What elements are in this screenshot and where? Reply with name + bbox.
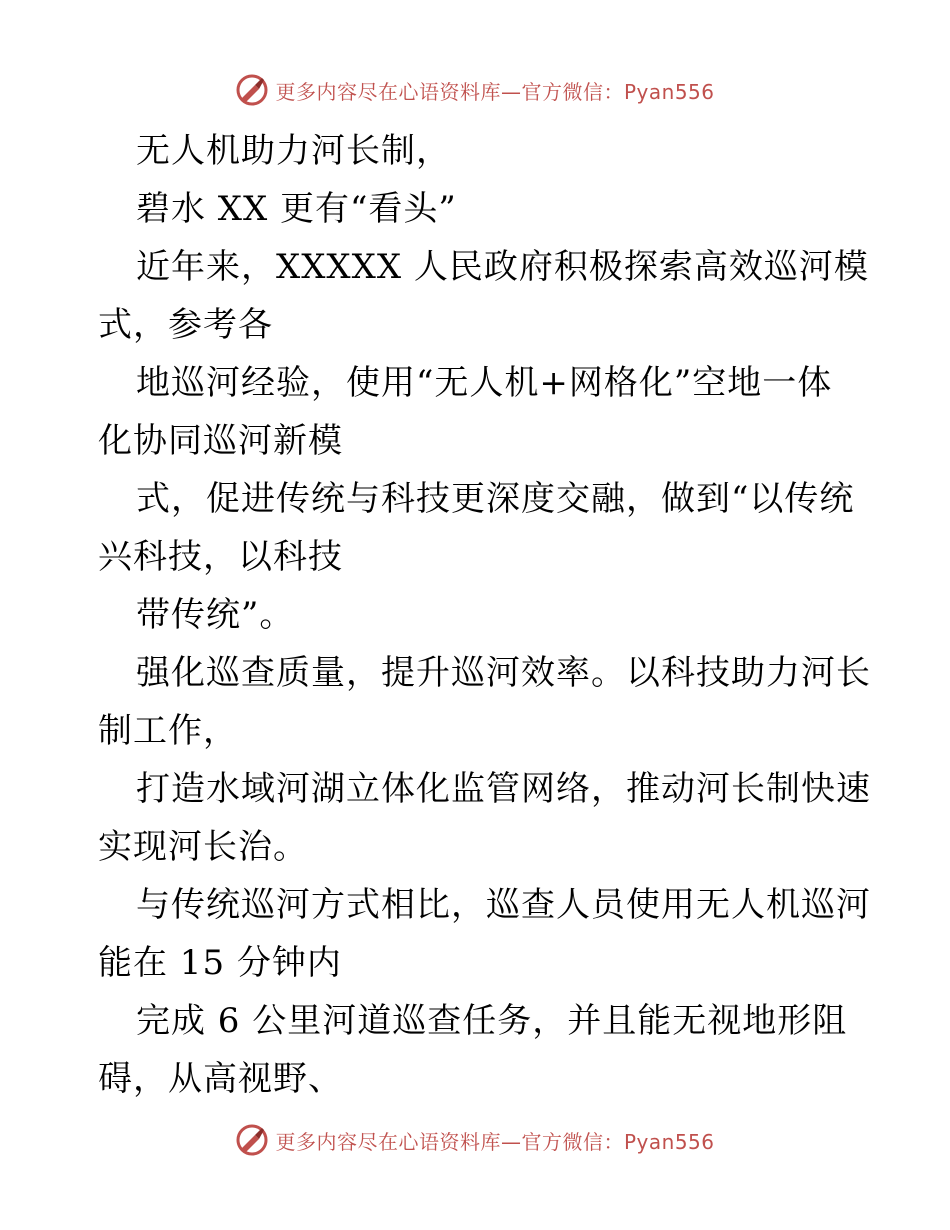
pen-nib-circle-icon bbox=[235, 1123, 269, 1157]
header-watermark-main: 更多内容尽在心语资料库 bbox=[275, 79, 501, 104]
footer-watermark-main: 更多内容尽在心语资料库 bbox=[275, 1129, 501, 1154]
body-line: 制工作， bbox=[98, 711, 238, 751]
body-line: 式，参考各 bbox=[98, 305, 273, 345]
body-line: 能在 15 分钟内 bbox=[98, 943, 342, 983]
body-line: 强化巡查质量，提升巡河效率。以科技助力河长 bbox=[136, 653, 871, 693]
body-line: 与传统巡河方式相比，巡查人员使用无人机巡河 bbox=[136, 885, 871, 925]
body-line: 无人机助力河长制， bbox=[136, 131, 451, 171]
body-line: 化协同巡河新模 bbox=[98, 421, 343, 461]
header-watermark-id: Pyan556 bbox=[623, 79, 715, 104]
body-line: 式，促进传统与科技更深度交融，做到“以传统 bbox=[136, 479, 855, 519]
footer-watermark-wechat: 官方微信： bbox=[521, 1129, 624, 1154]
body-line: 碧水 XX 更有“看头” bbox=[136, 189, 457, 229]
body-line: 地巡河经验，使用“无人机+网格化”空地一体 bbox=[136, 363, 833, 403]
header-watermark-wechat: 官方微信： bbox=[521, 79, 624, 104]
body-line: 兴科技，以科技 bbox=[98, 537, 343, 577]
body-line: 实现河长治。 bbox=[98, 827, 308, 867]
footer-watermark-id: Pyan556 bbox=[623, 1129, 715, 1154]
body-line: 近年来，XXXXX 人民政府积极探索高效巡河模 bbox=[136, 247, 869, 287]
header-watermark-dash: — bbox=[500, 79, 522, 104]
body-line: 带传统”。 bbox=[136, 595, 295, 635]
header-watermark bbox=[0, 70, 950, 110]
header-watermark-text bbox=[275, 76, 714, 105]
body-line: 完成 6 公里河道巡查任务，并且能无视地形阻 bbox=[136, 1001, 848, 1041]
body-line: 碍，从高视野、 bbox=[98, 1059, 343, 1099]
footer-watermark-text bbox=[275, 1126, 714, 1155]
pen-nib-circle-icon bbox=[235, 73, 269, 107]
body-line: 打造水域河湖立体化监管网络，推动河长制快速 bbox=[136, 769, 871, 809]
footer-watermark bbox=[0, 1120, 950, 1160]
document-body bbox=[98, 122, 871, 1108]
footer-watermark-dash: — bbox=[500, 1129, 522, 1154]
